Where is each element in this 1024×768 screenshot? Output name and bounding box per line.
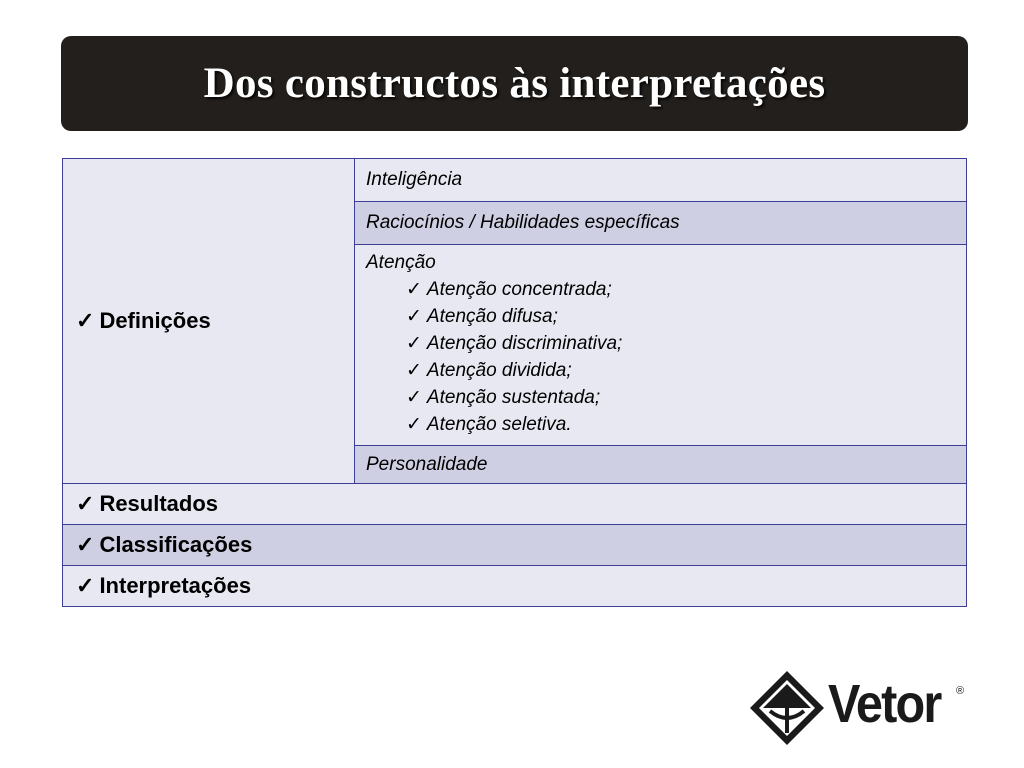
check-icon: ✓ [76,491,95,516]
check-icon: ✓ [406,360,422,381]
vetor-logo [746,667,971,749]
raciocinios-cell [355,202,967,245]
atencao-title: Atenção [366,252,436,273]
raciocinios-label: Raciocínios / Habilidades específicas [366,212,680,233]
registered-mark: ® [956,685,965,697]
table-row [63,525,967,566]
check-icon: ✓ [76,532,95,557]
list-item-label: Atenção sustentada; [426,387,601,408]
personalidade-cell [355,446,967,484]
classificacoes-label: Classificações [99,532,253,557]
list-item [406,357,966,384]
list-item-label: Atenção concentrada; [426,279,612,300]
table-row [63,566,967,607]
classificacoes-cell [63,525,967,566]
atencao-cell [355,245,967,446]
list-item [406,384,966,411]
resultados-label: Resultados [99,491,219,516]
check-icon: ✓ [76,573,95,598]
check-icon: ✓ [406,279,422,300]
slide-title: Dos constructos às interpretações [203,60,826,107]
check-icon: ✓ [76,308,95,333]
check-icon: ✓ [406,333,422,354]
constructs-table [62,158,967,607]
definicoes-cell [63,159,355,484]
check-icon: ✓ [406,306,422,327]
vetor-diamond-icon [746,667,828,749]
personalidade-label: Personalidade [366,453,488,475]
table-row [63,484,967,525]
table-row [63,159,967,202]
list-item-label: Atenção discriminativa; [426,333,623,354]
list-item [406,411,966,438]
vetor-wordmark: Vetor [828,674,941,734]
list-item-label: Atenção dividida; [426,360,572,381]
list-item [406,303,966,330]
resultados-cell [63,484,967,525]
inteligencia-cell [355,159,967,202]
interpretacoes-label: Interpretações [99,573,252,598]
atencao-list [366,276,966,438]
list-item [406,276,966,303]
interpretacoes-cell [63,566,967,607]
definicoes-label: Definições [99,308,211,333]
check-icon: ✓ [406,414,422,435]
check-icon: ✓ [406,387,422,408]
list-item [406,330,966,357]
title-bar [61,36,968,131]
inteligencia-label: Inteligência [366,169,463,190]
list-item-label: Atenção difusa; [426,306,558,327]
list-item-label: Atenção seletiva. [426,414,572,435]
